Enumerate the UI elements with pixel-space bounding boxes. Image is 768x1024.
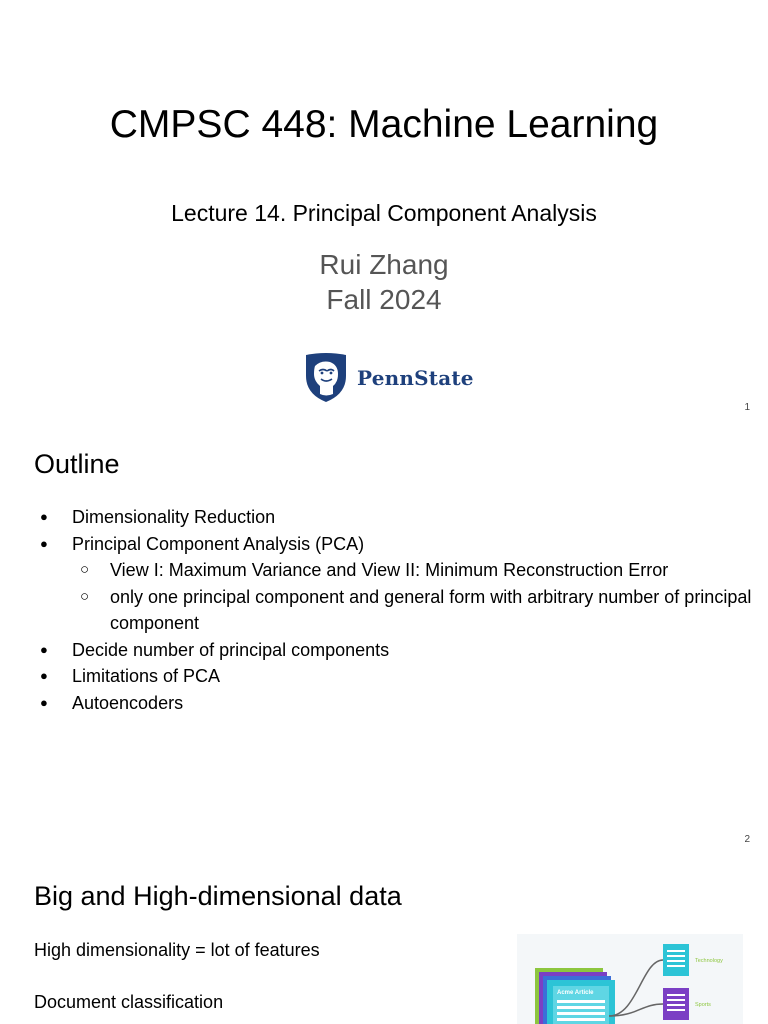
slide-heading: Big and High-dimensional data: [34, 881, 402, 911]
page-number: 1: [744, 402, 750, 413]
big-data-slide: [0, 864, 768, 1024]
slide-title: CMPSC 448: Machine Learning: [109, 103, 659, 146]
figure-article-label: Acme Article: [557, 990, 594, 996]
logo-wordmark: PennState: [357, 366, 474, 390]
body-text: Document classification: [34, 992, 224, 1012]
page-number: 2: [744, 834, 750, 845]
list-item: ● Autoencoders: [34, 690, 754, 717]
list-item: ● Limitations of PCA: [34, 663, 754, 690]
bullet-icon: ●: [40, 668, 48, 683]
term-label: Fall 2024: [326, 284, 442, 315]
lecture-subtitle: Lecture 14. Principal Component Analysis: [171, 200, 597, 226]
figure-category-label: Sports: [695, 1002, 711, 1008]
list-item: ● Principal Component Analysis (PCA): [34, 531, 754, 558]
bullet-icon: ●: [40, 694, 48, 710]
list-item: ● Dimensionality Reduction: [34, 504, 754, 531]
outline-slide: [0, 432, 768, 864]
nittany-lion-shield-icon: [303, 352, 349, 404]
author-name: Rui Zhang: [319, 249, 449, 280]
list-item: ○ only one principal component and general form with arbitrary number of principal component: [34, 584, 754, 637]
pennstate-logo: [303, 352, 474, 404]
slide-heading: Outline: [34, 449, 120, 479]
hollow-bullet-icon: ○: [80, 561, 90, 578]
outline-list: [34, 504, 754, 716]
list-item: ○ View I: Maximum Variance and View II: Minimum Reconstruction Error: [34, 557, 754, 584]
bullet-icon: ●: [40, 641, 48, 657]
body-text: High dimensionality = lot of features: [34, 940, 320, 960]
document-classification-figure: [517, 934, 743, 1024]
hollow-bullet-icon: ○: [80, 587, 90, 605]
bullet-icon: ●: [40, 509, 48, 524]
bullet-icon: ●: [40, 535, 48, 551]
title-slide: [0, 0, 768, 432]
list-item: ● Decide number of principal components: [34, 637, 754, 664]
figure-category-label: Technology: [695, 958, 723, 964]
